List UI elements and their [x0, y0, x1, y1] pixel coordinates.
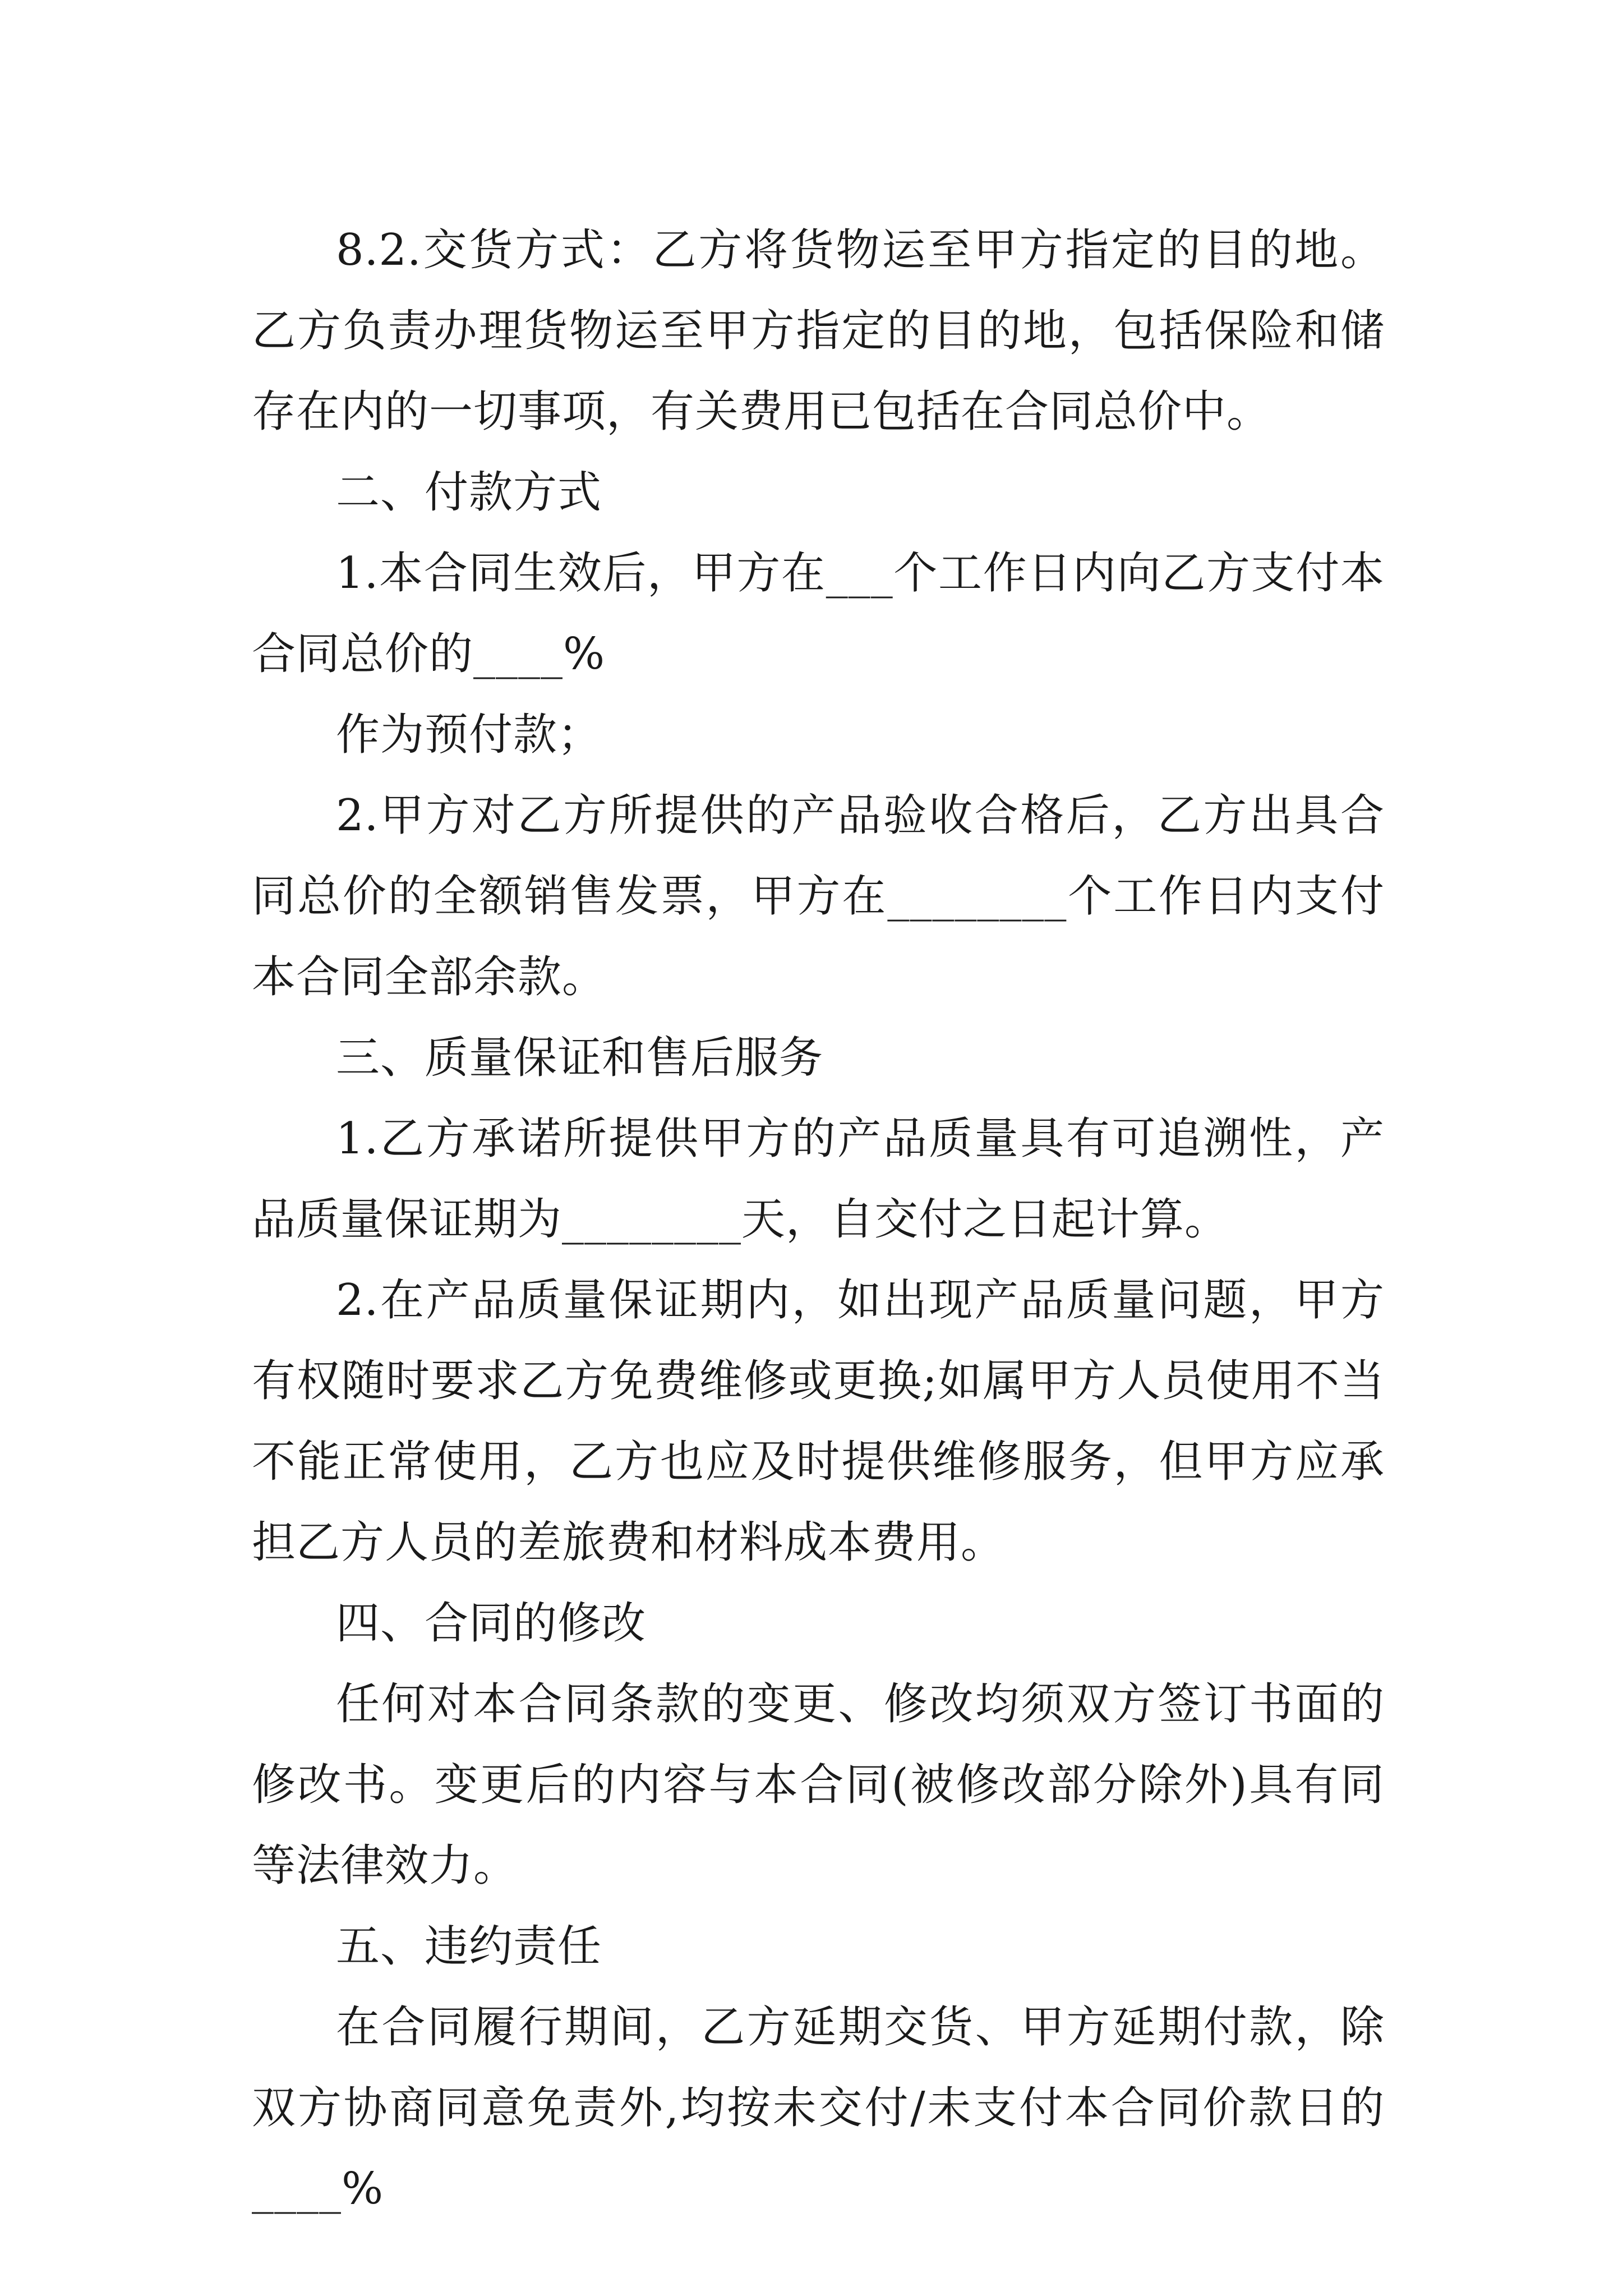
paragraph-quality-1: 1.乙方承诺所提供甲方的产品质量具有可追溯性，产品质量保证期为________天，自交付之日起计算。: [252, 1114, 1385, 1245]
paragraph-modification: 任何对本合同条款的变更、修改均须双方签订书面的修改书。变更后的内容与本合同(被修改部分除外)具有同等法律效力。: [252, 1679, 1385, 1891]
document-body: [252, 210, 1385, 2229]
paragraph-payment-1: 1.本合同生效后，甲方在___个工作日内向乙方支付本合同总价的____%: [252, 548, 1385, 679]
paragraph-delivery-method: 8.2.交货方式：乙方将货物运至甲方指定的目的地。乙方负责办理货物运至甲方指定的目的地，包括保险和储存在内的一切事项，有关费用已包括在合同总价中。: [252, 225, 1385, 437]
paragraph-quality-2: 2.在产品质量保证期内，如出现产品质量问题，甲方有权随时要求乙方免费维修或更换;如属甲方人员使用不当不能正常使用，乙方也应及时提供维修服务，但甲方应承担乙方人员的差旅费和材料成本费用。: [252, 1275, 1385, 1568]
paragraph-liability: 在合同履行期间，乙方延期交货、甲方延期付款，除双方协商同意免责外,均按未交付/未支付本合同价款日的____%: [252, 2002, 1385, 2214]
heading-liability: 五、违约责任: [336, 1921, 602, 1972]
paragraph-payment-2: 2.甲方对乙方所提供的产品验收合格后，乙方出具合同总价的全额销售发票，甲方在________个工作日内支付本合同全部余款。: [252, 790, 1385, 1002]
heading-contract-modification: 四、合同的修改: [336, 1598, 647, 1649]
paragraph-payment-1-cont: 作为预付款；: [336, 710, 602, 760]
heading-payment-method: 二、付款方式: [336, 467, 602, 518]
heading-quality-warranty: 三、质量保证和售后服务: [336, 1033, 824, 1083]
